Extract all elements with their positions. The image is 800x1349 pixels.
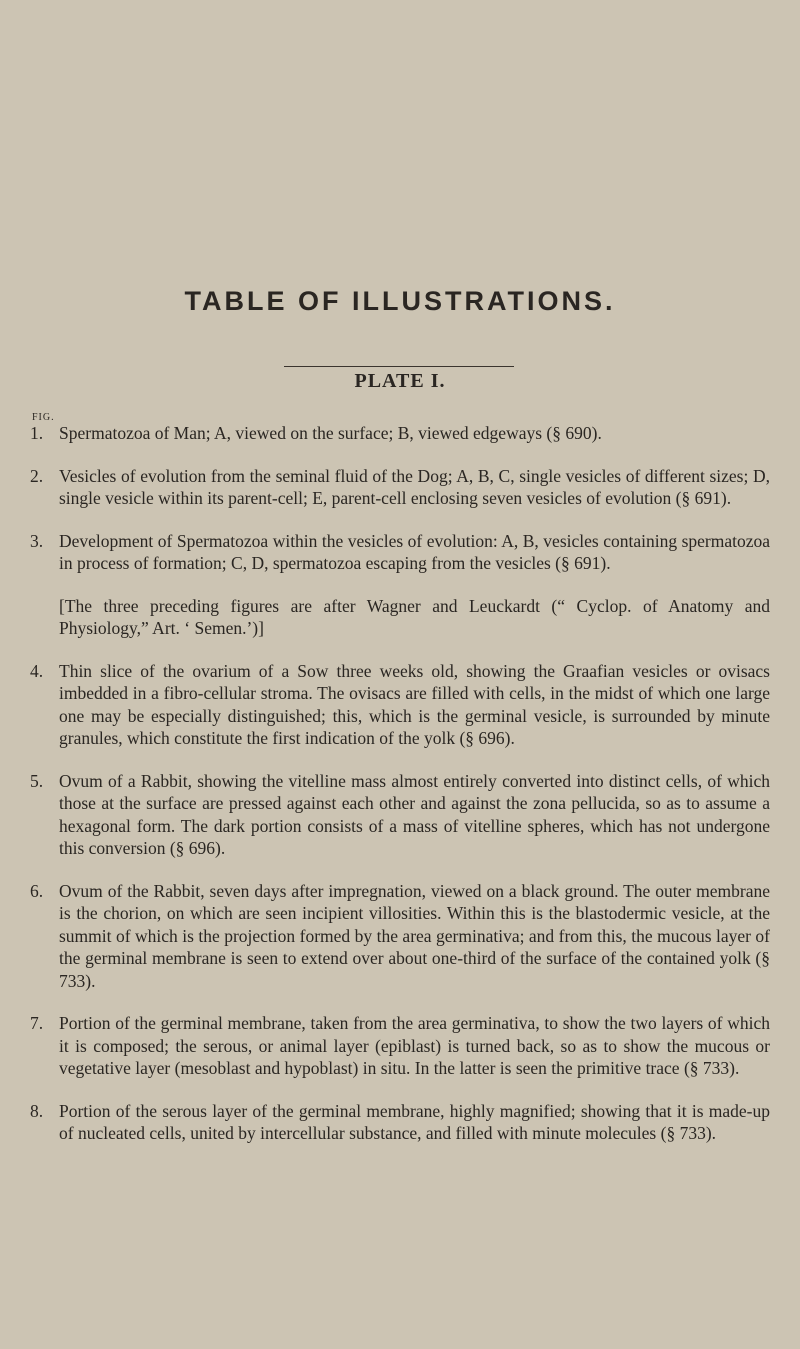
list-item xyxy=(30,660,770,750)
fig-column-label: FIG. xyxy=(32,412,55,423)
figure-number: 1. xyxy=(30,423,44,443)
source-note: [The three preceding figures are after Wagner and Leuckardt (“ Cyclop. of Anatomy and Physiology,” Art. ‘ Semen.’)] xyxy=(59,595,770,638)
figure-caption: Portion of the germinal membrane, taken from the area germinativa, to show the two layers of which it is composed; the serous, or animal layer (epiblast) is turned back, so as to show the mucous or vegetative layer (mesoblast and hypoblast) in situ. In the latter is seen the primitive trace (§ 733). xyxy=(59,1013,770,1078)
figure-number: 4. xyxy=(30,660,44,681)
illustration-list xyxy=(30,422,770,1165)
plate-heading: PLATE I. xyxy=(354,370,446,392)
figure-caption: Ovum of a Rabbit, showing the vitelline mass almost entirely converted into distinct cells, of which those at the surface are pressed against each other and against the zona pellucida, so as to assume a hexagonal form. The dark portion consists of a mass of vitelline spheres, which has not undergone this conversion (§ 696). xyxy=(59,770,770,858)
list-item xyxy=(30,770,770,860)
figure-number: 3. xyxy=(30,530,44,551)
list-item xyxy=(30,465,770,510)
figure-number: 2. xyxy=(30,465,44,486)
page-title: TABLE OF ILLUSTRATIONS. xyxy=(184,286,616,316)
figure-caption: Spermatozoa of Man; A, viewed on the surface; B, viewed edgeways (§ 690). xyxy=(59,423,602,443)
list-item xyxy=(30,530,770,575)
figure-number: 5. xyxy=(30,770,44,791)
list-item xyxy=(30,880,770,993)
figure-caption: Portion of the serous layer of the germinal membrane, highly magnified; showing that it is made-up of nucleated cells, united by intercellular substance, and filled with minute molecules (§ 733). xyxy=(59,1100,770,1143)
figure-caption: Thin slice of the ovarium of a Sow three weeks old, showing the Graafian vesicles or ovisacs imbedded in a fibro-cellular stroma. The ovisacs are filled with cells, in the midst of which one large one may be especially distinguished; this, which is the germinal vesicle, is surrounded by minute granules, which constitute the first indication of the yolk (§ 696). xyxy=(59,660,770,748)
title-divider xyxy=(284,366,514,367)
figure-caption: Vesicles of evolution from the seminal fluid of the Dog; A, B, C, single vesicles of different sizes; D, single vesicle within its parent-cell; E, parent-cell enclosing seven vesicles of evolution (§ 691). xyxy=(59,465,770,508)
figure-caption: Development of Spermatozoa within the vesicles of evolution: A, B, vesicles containing spermatozoa in process of formation; C, D, spermatozoa escaping from the vesicles (§ 691). xyxy=(59,530,770,573)
list-item xyxy=(30,422,770,445)
figure-caption: Ovum of the Rabbit, seven days after impregnation, viewed on a black ground. The outer membrane is the chorion, on which are seen incipient villosities. Within this is the blastodermic vesicle, at the summit of which is the projection formed by the area germinativa; and from this, the mucous layer of the germinal membrane is seen to extend over about one-third of the surface of the contained yolk (§ 733). xyxy=(59,880,770,991)
list-item xyxy=(30,1100,770,1145)
list-item xyxy=(30,1012,770,1080)
figure-number: 6. xyxy=(30,880,44,901)
figure-number: 7. xyxy=(30,1013,44,1033)
figure-number: 8. xyxy=(30,1100,44,1121)
